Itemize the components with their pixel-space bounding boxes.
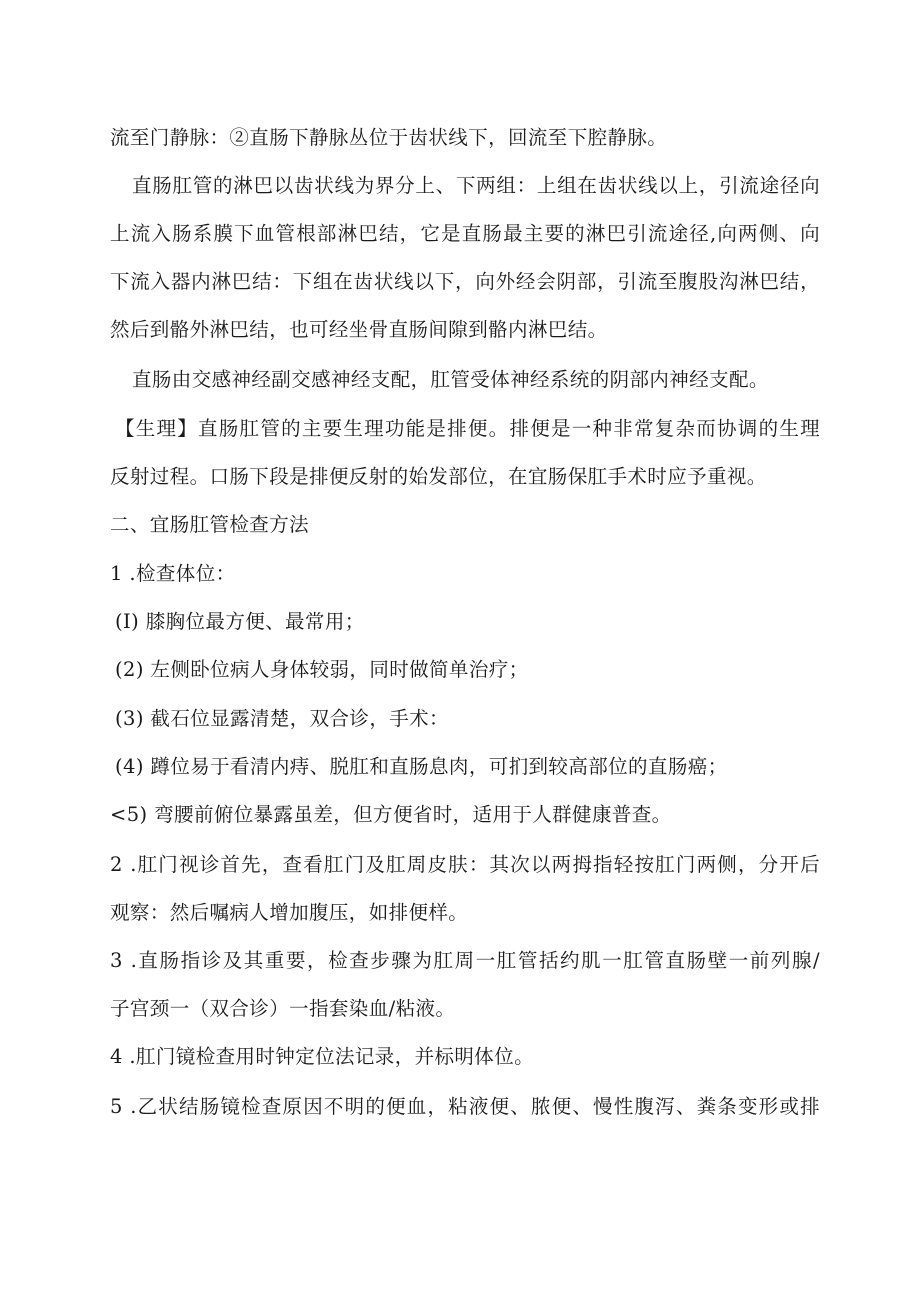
list-item: <5) 弯腰前俯位暴露虽差，但方便省时，适用于人群健康普查。	[110, 803, 672, 826]
numbered-item: 3 .直肠指诊及其重要，检查步骤为肛周一肛管括约肌一肛管直肠壁一前列腺/	[110, 949, 820, 972]
numbered-item: 5 .乙状结肠镜检查原因不明的便血，粘液便、脓便、慢性腹泻、粪条变形或排	[110, 1095, 820, 1118]
list-item: (I) 膝胸位最方便、最常用；	[115, 610, 365, 633]
numbered-item: 4 .肛门镜检查用时钟定位法记录，并标明体位。	[110, 1045, 535, 1068]
list-item: (3) 截石位显露清楚，双合诊，手术：	[115, 707, 449, 730]
paragraph-line: 然后到骼外淋巴结，也可经坐骨直肠间隙到骼内淋巴结。	[110, 318, 608, 341]
paragraph-line: 流至门静脉：②直肠下静脉丛位于齿状线下，回流至下腔静脉。	[110, 126, 668, 149]
paragraph-line: 直肠肛管的淋巴以齿状线为界分上、下两组：上组在齿状线以上，引流途径向	[132, 174, 820, 197]
paragraph-line: 上流入肠系膜下血管根部淋巴结，它是直肠最主要的淋巴引流途径,向两侧、向	[110, 222, 820, 245]
paragraph-line: 直肠由交感神经副交感神经支配，肛管受体神经系统的阴部内神经支配。	[132, 368, 769, 391]
paragraph-line: 下流入器内淋巴结：下组在齿状线以下，向外经会阴部，引流至腹股沟淋巴结，	[110, 270, 820, 293]
paragraph-line: 【生理】直肠肛管的主要生理功能是排便。排便是一种非常复杂而协调的生理	[115, 417, 820, 440]
list-item: (2) 左侧卧位病人身体较弱，同时做简单治疗；	[115, 658, 529, 681]
paragraph-line: 观察：然后嘱病人增加腹压，如排便样。	[110, 901, 469, 924]
paragraph-line: 反射过程。口肠下段是排便反射的始发部位，在宜肠保肛手术时应予重视。	[110, 465, 767, 488]
list-item: (4) 蹲位易于看清内痔、脱肛和直肠息肉，可扪到较高部位的直肠癌；	[115, 755, 728, 778]
numbered-item: 2 .肛门视诊首先，查看肛门及肛周皮肤：其次以两拇指轻按肛门两侧，分开后	[110, 853, 820, 876]
paragraph-line: 子宫颈一（双合诊）一指套染血/粘液。	[110, 997, 456, 1020]
list-heading: 1 .检查体位：	[110, 562, 236, 585]
section-heading: 二、宜肠肛管检查方法	[110, 513, 310, 536]
